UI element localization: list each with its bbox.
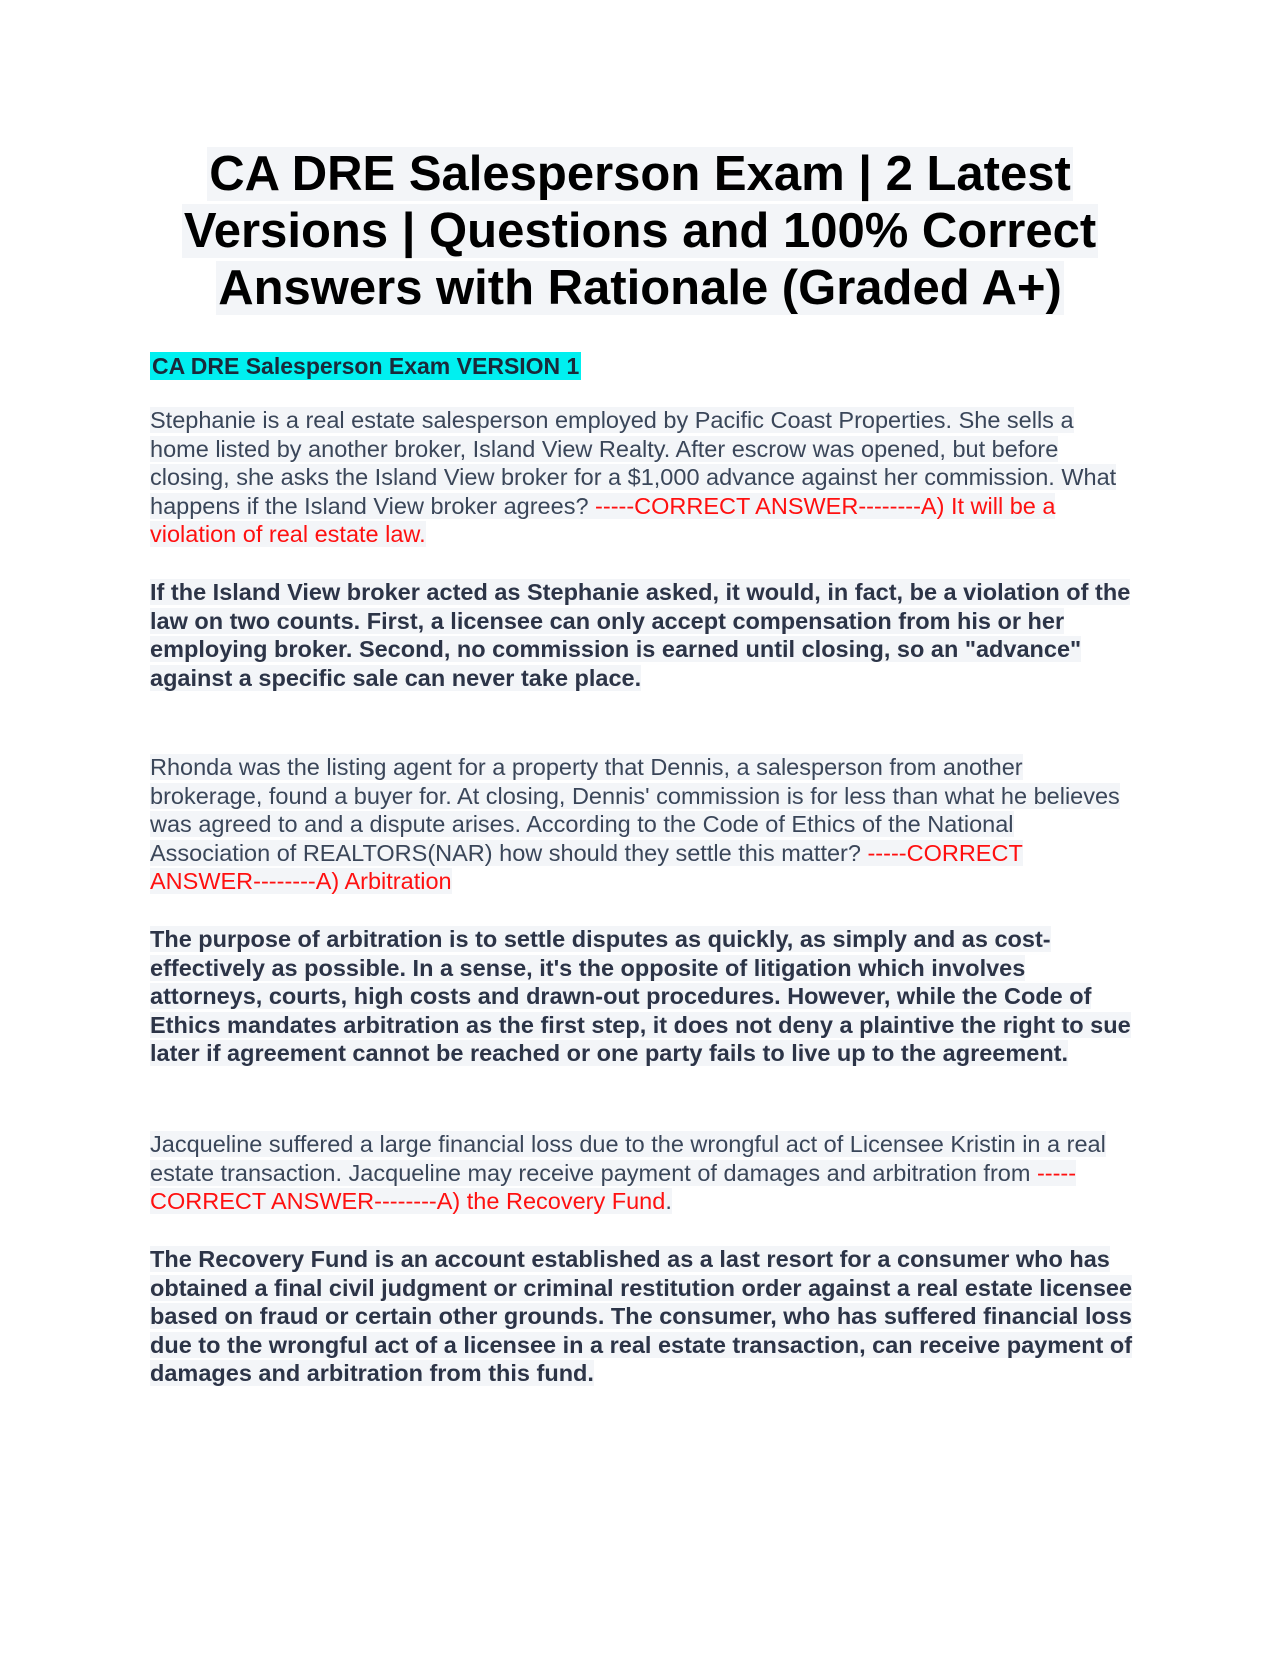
rationale-3-text: The Recovery Fund is an account established as a last resort for a consumer who has obtained a final civil judgment or criminal restitution order against a real estate licensee based on fraud or certain other grounds. The consumer, who has suffered financial loss due to the wrongful act of a licensee in a real estate transaction, can receive payment of damages and arbitration from this fund. — [150, 1246, 1133, 1386]
question-3-text: Jacqueline suffered a large financial loss due to the wrongful act of Licensee Kristin in a real estate transaction. Jacqueline may receive payment of damages and arbitration from — [150, 1131, 1106, 1186]
version-heading — [150, 352, 581, 380]
question-1-text: Stephanie is a real estate salesperson employed by Pacific Coast Properties. She sells a home listed by another broker, Island View Realty. After escrow was opened, but before closing, she asks the Island View broker for a $1,000 advance against her commission. What happens if the Island View broker agrees? — [150, 407, 1117, 519]
rationale-2-text: The purpose of arbitration is to settle disputes as quickly, as simply and as cost-effectively as possible. In a sense, it's the opposite of litigation which involves attorneys, courts, high costs and drawn-out procedures. However, while the Code of Ethics mandates arbitration as the first step, it does not deny a plaintive the right to sue later if agreement cannot be reached or one party fails to live up to the agreement. — [150, 926, 1131, 1066]
question-2 — [150, 753, 1130, 896]
title-line-1: CA DRE Salesperson Exam | 2 Latest — [209, 147, 1071, 201]
version-heading-text: CA DRE Salesperson Exam VERSION 1 — [152, 353, 580, 379]
question-3-answer: -----CORRECT ANSWER--------A) the Recovery Fund — [150, 1159, 1077, 1214]
question-1-answer: -----CORRECT ANSWER--------A) It will be a violation of real estate law. — [150, 492, 1056, 547]
question-2-answer: -----CORRECT ANSWER--------A) Arbitration — [150, 839, 1023, 894]
rationale-2 — [150, 925, 1135, 1068]
rationale-1-text: If the Island View broker acted as Stephanie asked, it would, in fact, be a violation of the law on two counts. First, a licensee can only accept compensation from his or her employing broker. Second, no commission is earned until closing, so an "advance" against a specific sale can never take place. — [150, 579, 1131, 691]
rationale-1 — [150, 578, 1135, 692]
document-title — [150, 146, 1130, 317]
rationale-3 — [150, 1245, 1135, 1388]
title-line-2: Versions | Questions and 100% Correct — [183, 204, 1097, 258]
question-3 — [150, 1130, 1130, 1216]
question-1 — [150, 406, 1130, 549]
question-3-trailing: . — [665, 1188, 672, 1214]
question-2-text: Rhonda was the listing agent for a property that Dennis, a salesperson from another brokerage, found a buyer for. At closing, Dennis' commission is for less than what he believes was agreed to and a dispute arises. According to the Code of Ethics of the National Association of REALTORS(NAR) how should they settle this matter? — [150, 754, 1120, 866]
title-line-3: Answers with Rationale (Graded A+) — [218, 261, 1062, 315]
